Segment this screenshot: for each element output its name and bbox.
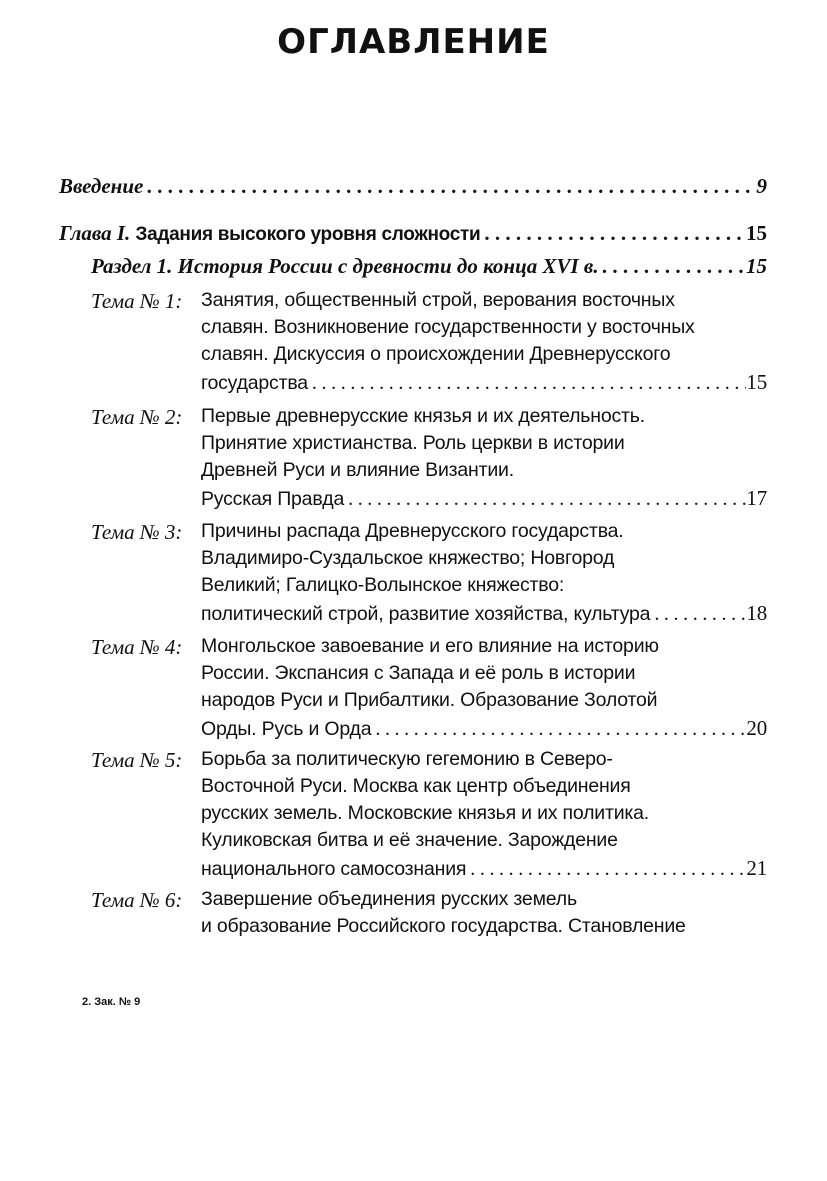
toc-page-number: 18 <box>746 601 767 625</box>
topic-text-line[interactable]: Древней Руси и влияние Византии. <box>201 459 514 481</box>
toc-entry-title: Задания высокого уровня сложности <box>135 224 481 245</box>
topic-text-line[interactable]: Восточной Руси. Москва как центр объединения <box>201 775 631 797</box>
topic-text-line[interactable]: России. Экспансия с Запада и её роль в истории <box>201 662 636 684</box>
toc-entry-chapter-1[interactable] <box>59 221 767 251</box>
topic-label: Тема № 6: <box>91 888 183 912</box>
footer-print-note: 2. Зак. № 9 <box>82 996 141 1008</box>
topic-last-line[interactable] <box>201 601 767 631</box>
topic-text: государства <box>201 372 308 394</box>
topic-label: Тема № 3: <box>91 520 183 544</box>
topic-label: Тема № 5: <box>91 748 183 772</box>
toc-chapter-label: Глава I. <box>59 221 131 245</box>
topic-last-line[interactable] <box>201 370 767 400</box>
toc-page-number: 21 <box>746 856 767 880</box>
toc-page-number: 17 <box>746 486 767 510</box>
toc-page-number: 15 <box>746 370 767 394</box>
topic-label: Тема № 2: <box>91 405 183 429</box>
page-title: ОГЛАВЛЕНИЕ <box>277 22 550 62</box>
topic-text: политический строй, развитие хозяйства, культура <box>201 603 651 625</box>
topic-text-line[interactable]: Принятие христианства. Роль церкви в истории <box>201 432 625 454</box>
topic-last-line[interactable] <box>201 716 767 746</box>
topic-text-line[interactable]: народов Руси и Прибалтики. Образование Золотой <box>201 689 658 711</box>
dot-leader <box>466 858 746 881</box>
topic-text: Орды. Русь и Орда <box>201 718 372 740</box>
dot-leader <box>308 372 746 395</box>
dot-leader <box>480 221 746 246</box>
topic-text-line[interactable]: Занятия, общественный строй, верования восточных <box>201 289 675 311</box>
dot-leader <box>344 488 746 511</box>
topic-text: Русская Правда <box>201 488 345 510</box>
topic-text-line[interactable]: Владимиро-Суздальское княжество; Новгород <box>201 547 615 569</box>
topic-text-line[interactable]: и образование Российского государства. Становление <box>201 915 686 937</box>
topic-text-line[interactable]: Великий; Галицко-Волынское княжество: <box>201 574 565 596</box>
dot-leader <box>371 718 746 741</box>
topic-text-line[interactable]: Куликовская битва и её значение. Зарождение <box>201 829 618 851</box>
toc-page-number: 15 <box>746 221 767 245</box>
toc-entry-title: Введение <box>59 174 144 198</box>
topic-text-line[interactable]: Борьба за политическую гегемонию в Северо- <box>201 748 613 770</box>
toc-page-number: 15 <box>746 254 767 278</box>
topic-label: Тема № 4: <box>91 635 183 659</box>
topic-text: национального самосознания <box>201 858 467 880</box>
toc-entry-section-1[interactable] <box>91 254 767 284</box>
dot-leader <box>599 254 746 279</box>
topic-text-line[interactable]: русских земель. Московские князья и их политика. <box>201 802 650 824</box>
dot-leader <box>650 603 746 626</box>
dot-leader <box>143 174 756 199</box>
topic-last-line[interactable] <box>201 856 767 886</box>
topic-text-line[interactable]: Монгольское завоевание и его влияние на историю <box>201 635 659 657</box>
toc-entry-introduction[interactable] <box>59 174 767 204</box>
topic-label: Тема № 1: <box>91 289 183 313</box>
topic-text-line[interactable]: Причины распада Древнерусского государства. <box>201 520 624 542</box>
topic-text-line[interactable]: славян. Возникновение государственности у восточных <box>201 316 695 338</box>
toc-entry-title: Раздел 1. История России с древности до конца XVI в. <box>91 254 599 278</box>
topic-last-line[interactable] <box>201 486 767 516</box>
toc-page-number: 9 <box>756 174 767 198</box>
topic-text-line[interactable]: славян. Дискуссия о происхождении Древнерусского <box>201 343 671 365</box>
toc-page-number: 20 <box>746 716 767 740</box>
topic-text-line[interactable]: Завершение объединения русских земель <box>201 888 577 910</box>
topic-text-line[interactable]: Первые древнерусские князья и их деятельность. <box>201 405 645 427</box>
